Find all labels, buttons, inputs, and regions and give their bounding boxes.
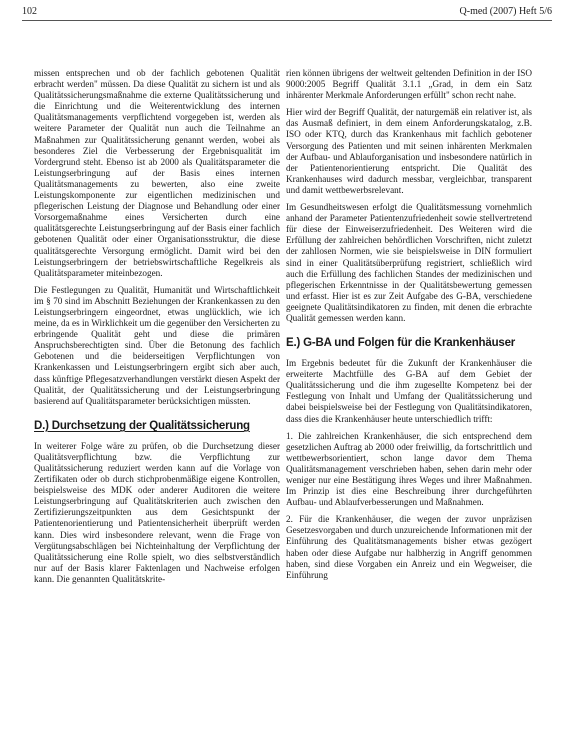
section-heading-e: E.) G-BA und Folgen für die Krankenhäuser bbox=[286, 337, 516, 350]
paragraph: rien können übrigens der weltweit geltenden Definition in der ISO 9000:2005 Begriff Qualität 3.1.1 „Grad, in dem ein Satz inhärenter Merkmale Anforderungen erfüllt" schon recht nahe. bbox=[286, 68, 532, 101]
section-heading-d: D.) Durchsetzung der Qualitätssicherung bbox=[34, 419, 250, 432]
paragraph: missen entsprechen und ob der fachlich gebotenen Qualität erbracht werden" müssen. Da diese Qualität zu sichern ist und als Qualitätssicherungsmaßnahme die externe Qualitätssicherung und die Einrichtung und die Weiterentwicklung des internen Qualitätsmanagements verpflichtend vorgegeben ist, werden als weitere Parameter der Qualität nun auch die Teilnahme an Maßnahmen zur Qualitätssicherung genannt werden, wobei als besonderes Ziel die Verbesserung der Ergebnisqualität im Vordergrund steht. Ebenso ist ab 2000 als Qualitätsparameter die Leistungserbringung auf der Basis eines internen Qualitätsmanagements zu bewerten, also eine zweite Leistungskomponente zur eigentlichen medizinischen und pflegerischen Leistung der Diagnose und Behandlung oder einer Vorsorgemaßnahme eines Versicherten durch eine qualitätsgerechte Leistungserbringung auf der Basis einer fachlich gebotenen Qualität oder einer Organisationsstruktur, die diese qualitätsgerechte Versorgung ermöglicht. Damit wird bei den Leistungserbringern der betriebswirtschaftliche Regelkreis als Qualitätsparameter miteinbezogen. bbox=[34, 68, 280, 278]
header-rule bbox=[22, 20, 552, 21]
page-header bbox=[22, 6, 552, 18]
page-number: 102 bbox=[22, 6, 37, 17]
left-column bbox=[34, 68, 280, 591]
paragraph: Im Gesundheitswesen erfolgt die Qualitätsmessung vornehmlich anhand der Parameter Patientenzufriedenheit sowie stellvertretend für diese der Einweiserzufriedenheit. Des Weiteren wird die Erfüllung der zahlreichen behördlichen Vorschriften, nicht zuletzt der zahllosen Normen, wie sie beispielsweise in DIN formuliert sind in einer Qualitätsüberprüfung registriert, schließlich wird auch die Erfüllung des fachlichen Standes der medizinischen und pflegerischen Erkenntnisse in der Qualitätsbewertung gemessen und erfasst. Hier ist es zur Zeit Aufgabe des G-BA, verschiedene geeignete Qualitätsindikatoren zu finden, mit denen die erbrachte Qualität gemessen werden kann. bbox=[286, 202, 532, 323]
journal-citation: Q-med (2007) Heft 5/6 bbox=[459, 6, 552, 17]
paragraph: Hier wird der Begriff Qualität, der naturgemäß ein relativer ist, als das Ausmaß definiert, in dem einem Anforderungskatalog, z.B. ISO oder KTQ, durch das Krankenhaus mit fachlich gebotener Versorgung des Patienten und mit seinen inhärenten Merkmalen der Aufbau- und Ablauforganisation und insbesondere natürlich in der Patientenorientierung entspricht. Die Qualität des Krankenhauses wird dadurch messbar, vergleichbar, transparent und damit wettbewerbsrelevant. bbox=[286, 107, 532, 195]
list-item: 2. Für die Krankenhäuser, die wegen der zuvor unpräzisen Gesetzesvorgaben und durch unzureichende Informationen mit der Einführung des Qualitätsmanagements bisher etwas gezögert haben oder diese Aufgabe nur halbherzig in Angriff genommen haben, sind diese Vorgaben ein Anreiz und ein Wegweiser, die Einführung bbox=[286, 514, 532, 580]
paragraph: Im Ergebnis bedeutet für die Zukunft der Krankenhäuser die erweiterte Machtfülle des G-BA auf dem Gebiet der Qualitätssicherung und die ihm zugesellte Kompetenz bei der Festlegung von Inhalt und Umfang der Qualitätssicherung und dabei beispielsweise bei der Festlegung von Qualitätsindikatoren, dass dies die Krankenhäuser heute unterschiedlich trifft: bbox=[286, 358, 532, 424]
right-column bbox=[286, 68, 532, 587]
paragraph: In weiterer Folge wäre zu prüfen, ob die Durchsetzung dieser Qualitätsverpflichtung bzw. die Verpflichtung zur Qualitätssicherung reduziert werden kann auf die Vorlage von Zertifikaten oder ob durch stichprobenmäßige eigene Kontrollen, beispielsweise des MDK oder anderer Auditoren die weitere Leistungserbringung auf Qualitätskriterien auch zwischen den Zertifizierungszeitpunkten aus dem Gesichtspunkt der Patientenorientierung und Patientensicherheit überprüft werden kann. Dies wird insbesondere relevant, wenn die Frage von Vergütungsabschlägen bei Nichteinhaltung der Verpflichtung der Qualitätssicherung eine Rolle spielt, wo dies selbstverständlich nur auf der Basis klarer Faktenlagen und Nachweise erfolgen kann. Die genannten Qualitätskrite- bbox=[34, 440, 280, 584]
list-item: 1. Die zahlreichen Krankenhäuser, die sich entsprechend dem gesetzlichen Auftrag ab 2000 oder freiwillig, da fortschrittlich und wettbewerbsorientiert, schon lange davor dem Thema Qualitätsmanagement verschrieben haben, sehen darin mehr oder weniger nur eine Bestätigung ihres Weges und ihrer Maßnahmen. Im Prinzip ist dies eine Beschreibung ihrer durchgeführten Aufbau- und Ablaufverbesserungen und Maßnahmen. bbox=[286, 430, 532, 508]
paragraph: Die Festlegungen zu Qualität, Humanität und Wirtschaftlichkeit im § 70 sind im Abschnitt Beziehungen der Krankenkassen zu den Leistungserbringern eingeordnet, etwas unglücklich, wie ich meine, da es in Wirklichkeit um die gegenüber den Versicherten zu erbringende Qualität geht und diese die primären Anspruchsberechtigten sind. Über die Betonung des fachlich Gebotenen und die beiderseitigen Verpflichtungen von Krankenkassen und Leistungserbringern ergibt sich aber auch, dass künftige Pflegesatzverhandlungen verstärkt diesen Aspekt der Qualität, der Qualitätssicherung und der Leistungserbringung basierend auf Qualitätsparameter berücksichtigen müssten. bbox=[34, 284, 280, 406]
